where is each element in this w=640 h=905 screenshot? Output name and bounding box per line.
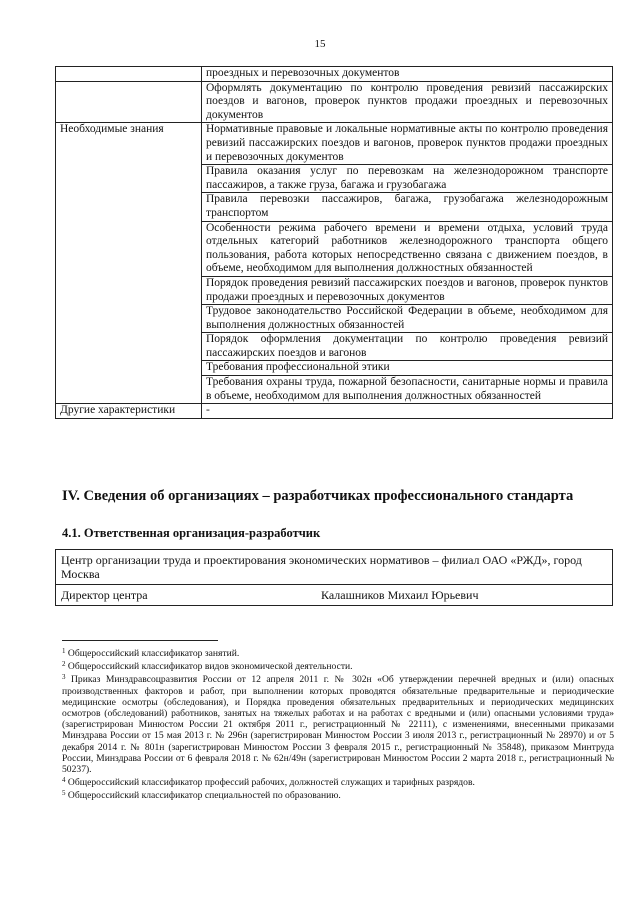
knowledge-item: Порядок проведения ревизий пассажирских поездов и вагонов, проверок пунктов продажи проездных и перевозочных документов [202,276,613,304]
director-role: Директор центра [61,588,148,602]
director-name: Калашников Михаил Юрьевич [321,588,479,602]
footnote: $^4$ Общероссийский классификатор профессий рабочих, должностей служащих и тарифных разрядов. [62,776,475,789]
other-value: - [202,404,613,419]
page-number: 15 [314,38,326,50]
skill-cell: Оформлять документацию по контролю проведения ревизий пассажирских поездов и вагонов, проверок пунктов продажи проездных и перевозочных документов [202,81,613,123]
knowledge-item: Правила оказания услуг по перевозкам на железнодорожном транспорте пассажиров, а также груза, багажа и грузобагажа [202,165,613,193]
knowledge-item: Требования охраны труда, пожарной безопасности, санитарные нормы и правила в объеме, необходимом для выполнения должностных обязанностей [202,376,613,404]
knowledge-item: Трудовое законодательство Российской Федерации в объеме, необходимом для выполнения должностных обязанностей [202,305,613,333]
knowledge-item: Особенности режима рабочего времени и времени отдыха, условий труда отдельных категорий работников железнодорожного транспорта общего пользования, работа которых непосредственно связана с движением поездов, в объеме, необходимом для выполнения должностных обязанностей [202,221,613,276]
footnote: $^5$ Общероссийский классификатор специальностей по образованию. [62,789,341,802]
table-row [56,550,613,585]
section-title: IV. Сведения об организациях – разработчиках профессионального стандарта [62,488,574,504]
empty-label-cell [56,67,202,82]
director-cell [56,585,613,606]
table-row [56,81,613,123]
knowledge-item: Нормативные правовые и локальные нормативные акты по контролю проведения ревизий пассажирских поездов и вагонов, проверок пунктов продажи проездных и перевозочных документов [202,123,613,165]
footnote-divider [62,640,218,641]
empty-label-cell [56,81,202,123]
footnote: $^1$ Общероссийский классификатор занятий. [62,647,240,659]
skill-cell: проездных и перевозочных документов [202,67,613,82]
other-label: Другие характеристики [56,404,202,419]
footnote: $^3$ Приказ Минздравсоцразвития России от 12 апреля 2011 г. № 302н «Об утверждении перечней вредных и (или) опасных производственных факторов и работ, при выполнении которых проводятся обязательные предварительные и периодические медицинские осмотры (обследования), и Порядка проведения обязательных предварительных и периодических медицинских осмотров (обследований) работников, занятых на тяжелых работах и на работах с вредными и (или) опасными условиями труда» (зарегистрирован Минюстом России 21 октября 2011 г., регистрационный № 22111), с изменениями, внесенными приказами Минздрава России от 15 мая 2013 г. № 296н (зарегистрирован Минюстом России 3 июля 2013 г., регистрационный № 28970) и от 5 декабря 2014 г. № 801н (зарегистрирован Минюстом России 3 февраля 2015 г., регистрационный № 35848), приказом Минтруда России, Минздрава России от 6 февраля 2018 г. № 62н/49н (зарегистрирован Минюстом России 2 марта 2018 г., регистрационный № 50237). [62,673,614,776]
knowledge-item: Правила перевозки пассажиров, багажа, грузобагажа железнодорожным транспортом [202,193,613,221]
footnote: $^2$ Общероссийский классификатор видов экономической деятельности. [62,660,353,673]
table-row [56,404,613,419]
knowledge-item: Порядок оформления документации по контролю проведения ревизий пассажирских поездов и вагонов [202,333,613,361]
footnotes [62,646,614,802]
organization-table [55,549,613,606]
knowledge-item: Требования профессиональной этики [202,361,613,376]
subsection-title: 4.1. Ответственная организация-разработчик [62,526,321,540]
knowledge-table [55,66,613,419]
knowledge-label: Необходимые знания [56,123,202,404]
organization-name: Центр организации труда и проектирования экономических нормативов – филиал ОАО «РЖД», город Москва [56,550,613,585]
table-row [56,585,613,606]
table-row [56,67,613,82]
table-row [56,123,613,165]
